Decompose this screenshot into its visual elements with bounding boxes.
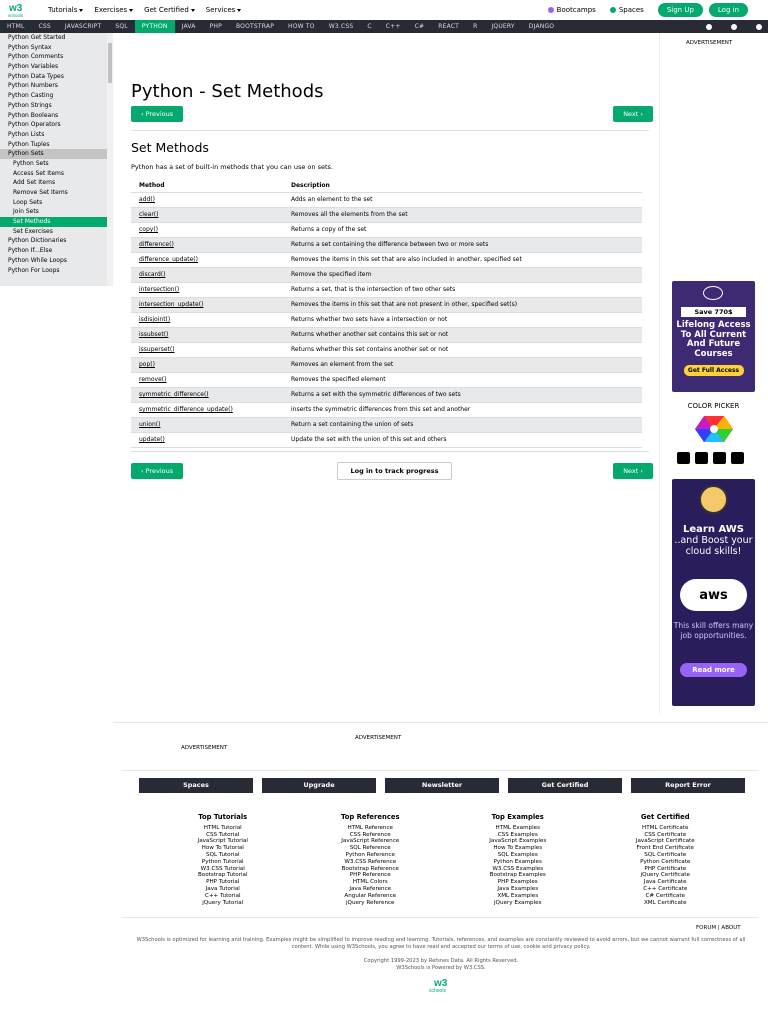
table-row <box>131 222 642 237</box>
page-title: Python - Set Methods <box>131 81 324 102</box>
table-row <box>131 417 642 432</box>
description-cell: Removes the items in this set that are also included in another, specified set <box>283 252 642 267</box>
footer-link[interactable]: Python Examples <box>493 858 542 865</box>
chevron-down-icon <box>237 9 241 12</box>
footer-link[interactable]: HTML Reference <box>347 824 393 831</box>
sidebar-item[interactable]: Python Lists <box>8 130 45 138</box>
table-row <box>131 282 642 297</box>
footer-link[interactable]: C# Certificate <box>645 892 685 899</box>
method-link[interactable]: isdisjoint() <box>139 316 171 323</box>
divider <box>131 130 649 131</box>
sidebar-item[interactable]: Python Data Types <box>8 72 64 80</box>
upgrade-ad[interactable] <box>672 281 755 392</box>
get-certified-button[interactable]: Get Certified <box>508 778 622 793</box>
divider <box>131 451 649 452</box>
footer-link[interactable]: How To Tutorial <box>201 845 244 852</box>
sidebar-item[interactable]: Python Booleans <box>8 111 59 119</box>
intro-text: Python has a set of built-in methods that you can use on sets. <box>131 163 333 171</box>
footer-link[interactable]: How To Examples <box>493 845 543 852</box>
footer-link[interactable]: JavaScript Certificate <box>635 838 695 845</box>
footer-link[interactable]: Bootstrap Examples <box>489 872 546 879</box>
footer-link[interactable]: HTML Colors <box>352 879 388 886</box>
footer-link[interactable]: jQuery Examples <box>493 899 542 906</box>
sidebar-item[interactable]: Set Exercises <box>13 227 53 235</box>
methods-table <box>131 179 642 448</box>
method-cell <box>131 357 283 372</box>
footer-columns <box>149 814 739 906</box>
sidebar-scrollbar[interactable] <box>107 33 113 286</box>
description-cell: Remove the specified item <box>283 267 642 282</box>
method-link[interactable]: pop() <box>139 361 155 368</box>
sidebar-item[interactable]: Python Sets <box>13 159 49 167</box>
footer-link[interactable]: SQL Certificate <box>644 851 687 858</box>
footer-link[interactable]: JavaScript Reference <box>341 838 400 845</box>
description-cell: Adds an element to the set <box>283 192 642 207</box>
signup-button[interactable]: Sign Up <box>658 3 703 17</box>
footer-link[interactable]: HTML Examples <box>495 824 541 831</box>
section-title: Set Methods <box>131 140 209 155</box>
tab-javascript[interactable]: JAVASCRIPT <box>64 23 102 30</box>
table-row <box>131 267 642 282</box>
footer-column-title: Top Examples <box>491 813 544 821</box>
method-cell <box>131 432 283 447</box>
footer-advertisement-label: ADVERTISEMENT <box>355 735 402 741</box>
footer-column <box>297 814 445 906</box>
tab-django[interactable]: DJANGO <box>528 23 555 30</box>
language-nav <box>0 20 768 33</box>
facebook-icon[interactable] <box>677 452 690 464</box>
top-nav <box>48 0 241 20</box>
sidebar-item[interactable]: Add Set Items <box>13 179 56 187</box>
footer-logo[interactable] <box>428 976 454 994</box>
sidebar-item[interactable]: Join Sets <box>13 208 39 216</box>
tab-php[interactable]: PHP <box>209 23 222 30</box>
dark-mode-icon[interactable] <box>706 24 712 30</box>
tab-bootstrap[interactable]: BOOTSTRAP <box>235 23 275 30</box>
nav-tutorials[interactable]: Tutorials <box>48 6 83 14</box>
forum-about-links[interactable]: FORUM | ABOUT <box>696 925 741 931</box>
newsletter-button[interactable]: Newsletter <box>385 778 499 793</box>
footer-link[interactable]: HTML Certificate <box>642 824 689 831</box>
method-cell <box>131 312 283 327</box>
column-header-description: Description <box>283 179 642 192</box>
footer-link[interactable]: SQL Examples <box>497 851 538 858</box>
table-row <box>131 357 642 372</box>
track-progress-button[interactable]: Log in to track progress <box>337 462 452 480</box>
footer-link[interactable]: SQL Reference <box>349 845 391 852</box>
description-cell: Returns a copy of the set <box>283 222 642 237</box>
sidebar-item[interactable]: Loop Sets <box>13 198 43 206</box>
report-error-button[interactable]: Report Error <box>631 778 745 793</box>
tab-react[interactable]: REACT <box>438 23 460 30</box>
table-row <box>131 402 642 417</box>
footer-link[interactable]: Python Reference <box>345 851 395 858</box>
method-link[interactable]: copy() <box>139 226 159 233</box>
footer-link[interactable]: jQuery Certificate <box>640 872 690 879</box>
method-link[interactable]: discard() <box>139 271 166 278</box>
footer-link[interactable]: SQL Tutorial <box>206 851 240 858</box>
footer-link[interactable]: W3.CSS Examples <box>492 865 544 872</box>
sidebar-item[interactable]: Python While Loops <box>8 256 67 264</box>
logo-sub: schools <box>429 988 446 994</box>
footer-link[interactable]: CSS Examples <box>497 831 538 838</box>
discord-icon[interactable] <box>731 452 744 464</box>
method-link[interactable]: intersection_update() <box>139 301 204 308</box>
tab-r[interactable]: R <box>473 23 478 30</box>
description-cell: Removes the items in this set that are not present in other, specified set(s) <box>283 297 642 312</box>
previous-button-bottom[interactable]: ‹ Previous <box>131 463 183 479</box>
ad-subtitle: ..and Boost your cloud skills! <box>674 535 753 557</box>
method-cell <box>131 192 283 207</box>
method-cell <box>131 372 283 387</box>
footer-link[interactable]: Front End Certificate <box>636 845 694 852</box>
method-link[interactable]: difference() <box>139 241 174 248</box>
method-link[interactable]: intersection() <box>139 286 180 293</box>
bootcamps-icon <box>548 7 554 13</box>
tab-html[interactable]: HTML <box>7 23 25 30</box>
method-link[interactable]: clear() <box>139 211 159 218</box>
footer-link[interactable]: PHP Examples <box>497 879 538 886</box>
footer-link[interactable]: HTML Tutorial <box>203 824 242 831</box>
table-row <box>131 192 642 207</box>
table-row <box>131 252 642 267</box>
footer-link[interactable]: JavaScript Examples <box>489 838 547 845</box>
footer-link[interactable]: CSS Tutorial <box>206 831 240 838</box>
next-button[interactable]: Next › <box>613 106 653 122</box>
footer-column-title: Top References <box>340 813 400 821</box>
tab-sql[interactable]: SQL <box>115 23 128 30</box>
footer-link[interactable]: XML Examples <box>497 892 539 899</box>
linkedin-icon[interactable] <box>713 452 726 464</box>
table-row <box>131 297 642 312</box>
method-link[interactable]: symmetric_difference() <box>139 391 209 398</box>
method-cell <box>131 237 283 252</box>
method-link[interactable]: add() <box>139 196 155 203</box>
footer-link[interactable]: PHP Certificate <box>644 865 687 872</box>
footer-column-title: Top Tutorials <box>198 813 248 821</box>
sidebar-item[interactable]: Python Sets <box>0 149 113 159</box>
method-link[interactable]: update() <box>139 436 165 443</box>
method-link[interactable]: symmetric_difference_update() <box>139 406 233 413</box>
description-cell: Removes all the elements from the set <box>283 207 642 222</box>
description-cell: Removes an element from the set <box>283 357 642 372</box>
sidebar-item[interactable]: Set Methods <box>0 217 113 227</box>
aws-logo: aws <box>699 588 728 603</box>
bootcamps-link[interactable]: Bootcamps <box>548 6 596 14</box>
sidebar-item[interactable]: Python Casting <box>8 92 54 100</box>
upgrade-button[interactable]: Upgrade <box>262 778 376 793</box>
sidebar-item[interactable]: Python Syntax <box>8 43 52 51</box>
scrollbar-thumb[interactable] <box>108 43 112 83</box>
sidebar-item[interactable]: Python Operators <box>8 121 61 129</box>
w3-badge-icon <box>703 286 723 300</box>
footer-link[interactable]: Bootstrap Reference <box>341 865 399 872</box>
table-row <box>131 327 642 342</box>
tab-cpp[interactable]: C++ <box>385 23 401 30</box>
sidebar-item[interactable]: Python If...Else <box>8 247 53 255</box>
footer-link[interactable]: Java Reference <box>349 885 392 892</box>
spaces-link[interactable]: Spaces <box>610 6 644 14</box>
get-full-access-button[interactable]: Get Full Access <box>684 365 744 376</box>
sidebar-item[interactable]: Python Get Started <box>8 34 66 41</box>
footer-link[interactable]: W3.CSS Tutorial <box>200 865 245 872</box>
footer-link[interactable]: C++ Tutorial <box>204 892 241 899</box>
divider <box>122 770 758 771</box>
chevron-down-icon <box>129 9 133 12</box>
footer-link[interactable]: C++ Certificate <box>643 885 688 892</box>
table-row <box>131 237 642 252</box>
description-cell: Returns a set containing the difference between two or more sets <box>283 237 642 252</box>
social-icons <box>677 452 744 464</box>
method-cell <box>131 342 283 357</box>
method-cell <box>131 402 283 417</box>
logo-text: w3 <box>9 3 23 14</box>
footer-column <box>444 814 592 906</box>
footer-disclaimer: W3Schools is optimized for learning and training. Examples might be simplified to improve reading and learning. Tutorials, references, and examples are constantly reviewed to avoid errors, but we cannot warrant full correctness of all content. While using W3Schools, you agree to have read and accepted our terms of use, cookie and privacy policy. <box>136 937 746 950</box>
footer-link[interactable]: Java Tutorial <box>205 885 240 892</box>
description-cell: Removes the specified element <box>283 372 642 387</box>
advertisement-label: ADVERTISEMENT <box>686 40 733 46</box>
nav-exercises[interactable]: Exercises <box>94 6 133 14</box>
next-button-bottom[interactable]: Next › <box>613 463 653 479</box>
subnav-icons <box>706 20 762 33</box>
footer-link[interactable]: jQuery Tutorial <box>202 899 244 906</box>
table-row <box>131 207 642 222</box>
footer-link[interactable]: XML Certificate <box>643 899 687 906</box>
footer-link[interactable]: CSS Certificate <box>644 831 687 838</box>
footer-link[interactable]: jQuery Reference <box>346 899 395 906</box>
table-row <box>131 312 642 327</box>
footer-buttons <box>139 778 745 793</box>
description-cell: Returns whether another set contains this set or not <box>283 327 642 342</box>
table-row <box>131 387 642 402</box>
logo-text: w3 <box>434 978 448 989</box>
table-row <box>131 342 642 357</box>
divider <box>113 722 768 723</box>
logo-sub: schools <box>8 13 24 18</box>
footer-link[interactable]: JavaScript Tutorial <box>197 838 248 845</box>
color-picker-icon[interactable] <box>694 415 734 443</box>
ad-save-label: Save 770$ <box>681 307 746 317</box>
description-cell: inserts the symmetric differences from this set and another <box>283 402 642 417</box>
sidebar-item[interactable]: Python Dictionaries <box>8 237 67 245</box>
sidebar-item[interactable]: Python Variables <box>8 63 59 71</box>
sidebar-item[interactable]: Access Set Items <box>13 169 64 177</box>
top-right <box>548 0 768 20</box>
table-row <box>131 432 642 447</box>
sidebar-item[interactable]: Remove Set Items <box>13 189 68 196</box>
footer-column <box>592 814 740 906</box>
w3-badge-icon <box>699 485 728 514</box>
tab-c[interactable]: C <box>367 23 372 30</box>
sidebar-item[interactable]: Python Comments <box>8 53 64 61</box>
footer-link[interactable]: PHP Reference <box>349 872 391 879</box>
tab-howto[interactable]: HOW TO <box>288 23 315 30</box>
description-cell: Returns whether two sets have a intersection or not <box>283 312 642 327</box>
ad-text: Lifelong Access To All Current And Future Courses <box>676 320 751 359</box>
description-cell: Returns a set with the symmetric differences of two sets <box>283 387 642 402</box>
previous-button[interactable]: ‹ Previous <box>131 106 183 122</box>
w3schools-logo[interactable] <box>8 1 30 18</box>
footer-link[interactable]: Python Certificate <box>640 858 691 865</box>
description-cell: Returns whether this set contains another set or not <box>283 342 642 357</box>
column-header-method: Method <box>131 179 283 192</box>
globe-icon[interactable] <box>731 24 737 30</box>
spaces-icon <box>610 7 616 13</box>
copyright-text: Copyright 1999-2023 by Refsnes Data. All Rights Reserved. <box>363 958 519 964</box>
footer-column-title: Get Certified <box>640 813 690 821</box>
footer-advertisement-label-2: ADVERTISEMENT <box>181 745 228 751</box>
tab-java[interactable]: JAVA <box>181 23 196 30</box>
tab-python[interactable]: PYTHON <box>135 20 175 33</box>
description-cell: Return a set containing the union of sets <box>283 417 642 432</box>
sidebar-item[interactable]: Python Numbers <box>8 82 58 90</box>
tab-w3css[interactable]: W3.CSS <box>328 23 354 30</box>
method-cell <box>131 252 283 267</box>
footer-link[interactable]: W3.CSS Reference <box>344 858 397 865</box>
footer-link[interactable]: CSS Reference <box>349 831 391 838</box>
login-button[interactable]: Log in <box>709 3 748 17</box>
footer-link[interactable]: Angular Reference <box>344 892 397 899</box>
spaces-button[interactable]: Spaces <box>139 778 253 793</box>
tab-csharp[interactable]: C# <box>414 23 425 30</box>
method-link[interactable]: remove() <box>139 376 167 383</box>
nav-services[interactable]: Services <box>206 6 242 14</box>
method-link[interactable]: issuperset() <box>139 346 175 353</box>
color-picker-label[interactable]: COLOR PICKER <box>687 402 740 410</box>
method-cell <box>131 282 283 297</box>
tab-jquery[interactable]: JQUERY <box>491 23 515 30</box>
chevron-down-icon <box>191 9 195 12</box>
aws-ad[interactable] <box>672 479 755 706</box>
sidebar-item[interactable]: Python For Loops <box>8 266 60 274</box>
method-cell <box>131 387 283 402</box>
footer-link[interactable]: PHP Tutorial <box>206 879 240 886</box>
footer-copyright <box>128 958 754 972</box>
instagram-icon[interactable] <box>695 452 708 464</box>
method-link[interactable]: union() <box>139 421 161 428</box>
table-row <box>131 372 642 387</box>
footer-link[interactable]: Python Tutorial <box>201 858 244 865</box>
ad-description: This skill offers many job opportunities. <box>673 621 754 640</box>
method-link[interactable]: issubset() <box>139 331 169 338</box>
search-icon[interactable] <box>756 24 762 30</box>
method-cell <box>131 267 283 282</box>
sidebar <box>0 33 113 286</box>
footer-column <box>149 814 297 906</box>
ad-title: Learn AWS <box>683 524 744 535</box>
method-cell <box>131 207 283 222</box>
nav-get-certified[interactable]: Get Certified <box>144 6 195 14</box>
powered-text: W3Schools is Powered by W3.CSS. <box>396 965 486 971</box>
method-cell <box>131 222 283 237</box>
read-more-button[interactable]: Read more <box>680 663 747 677</box>
description-cell: Update the set with the union of this set and others <box>283 432 642 447</box>
chevron-down-icon <box>79 9 83 12</box>
footer-link[interactable]: Java Certificate <box>643 879 687 886</box>
footer-link[interactable]: Bootstrap Tutorial <box>197 872 248 879</box>
description-cell: Returns a set, that is the intersection of two other sets <box>283 282 642 297</box>
method-link[interactable]: difference_update() <box>139 256 198 263</box>
sidebar-item[interactable]: Python Strings <box>8 101 52 109</box>
method-cell <box>131 297 283 312</box>
footer-link[interactable]: Java Examples <box>497 885 539 892</box>
method-cell <box>131 327 283 342</box>
method-cell <box>131 417 283 432</box>
divider <box>122 917 758 918</box>
top-bar <box>0 0 768 20</box>
sidebar-item[interactable]: Python Tuples <box>8 140 50 148</box>
tab-css[interactable]: CSS <box>38 23 51 30</box>
